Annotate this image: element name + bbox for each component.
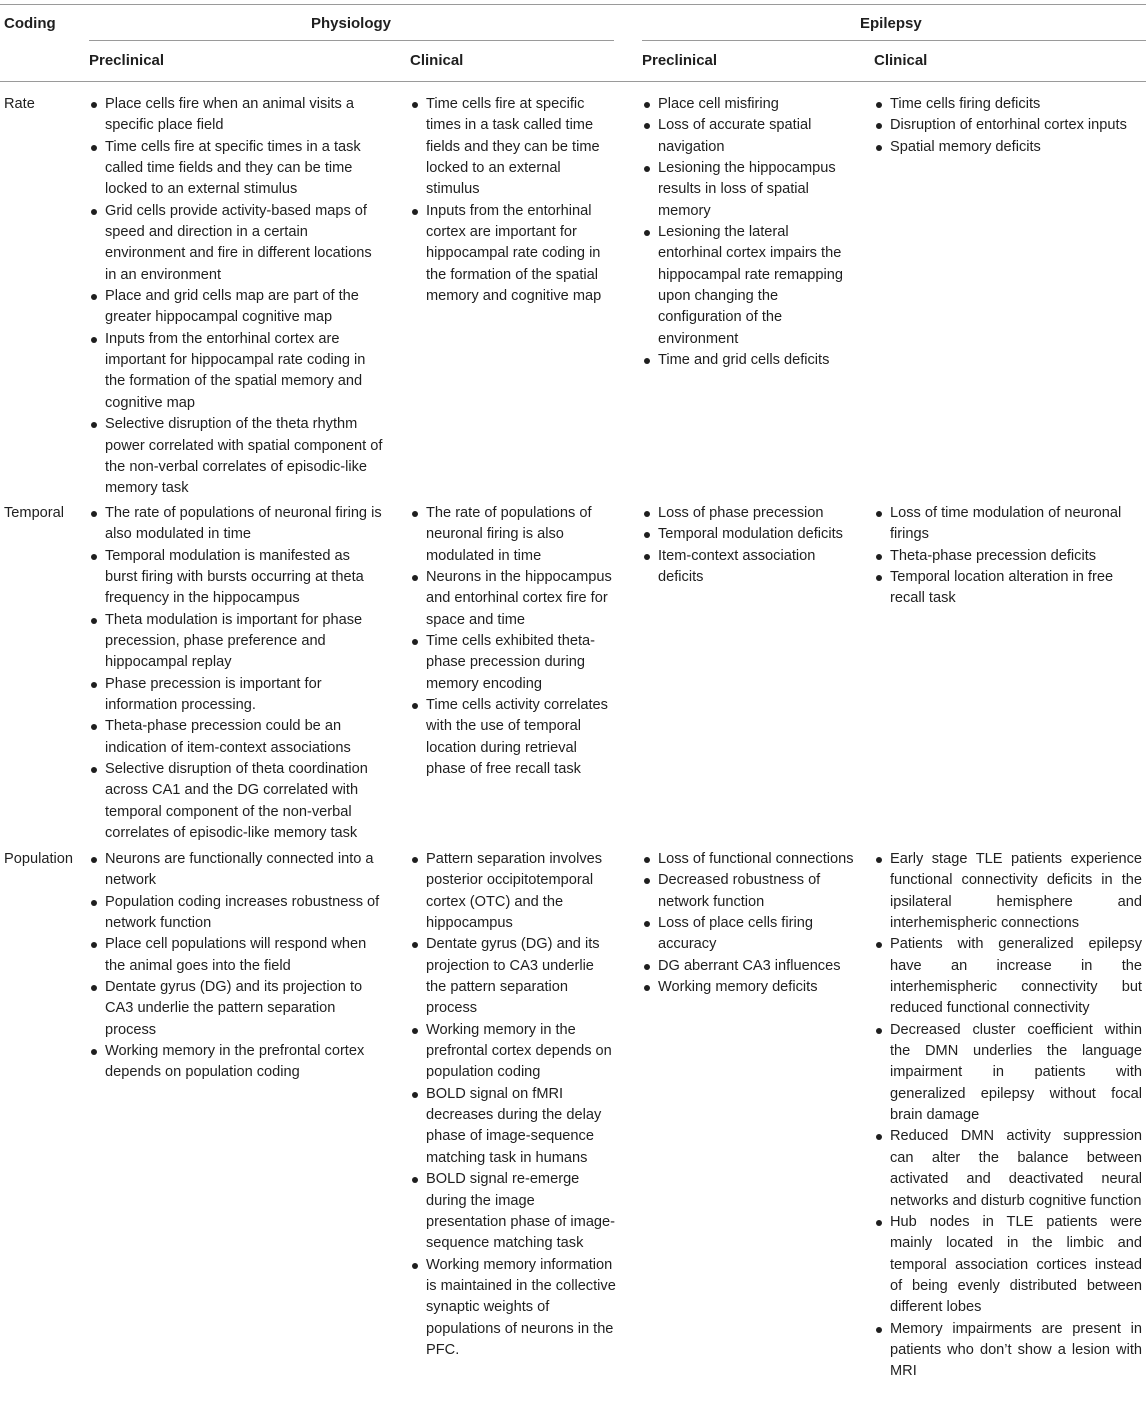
list-item: Lesioning the hippocampus results in loss of spatial memory [642,158,850,222]
phys-clinical-header: Clinical [410,52,464,69]
list-item: Reduced DMN activity suppression can alter the balance between activated and deactivated neural networks and disturb cognitive function [874,1126,1142,1211]
list-item: Dentate gyrus (DG) and its projection to CA3 underlie the pattern separation process [410,934,618,1019]
list-item: Time cells exhibited theta-phase precession during memory encoding [410,631,618,695]
list-item: Loss of phase precession [642,503,850,524]
list-item: Temporal modulation is manifested as burst firing with bursts occurring at theta frequency in the hippocampus [89,546,385,610]
rate-phys-preclinical-list [89,94,385,500]
list-item: Place cells fire when an animal visits a specific place field [89,94,385,137]
list-item: Theta-phase precession could be an indication of item-context associations [89,716,385,759]
physiology-rule [89,40,614,41]
list-item: Theta modulation is important for phase precession, phase preference and hippocampal replay [89,610,385,674]
list-item: Decreased robustness of network function [642,870,856,913]
list-item: Population coding increases robustness of network function [89,892,385,935]
list-item: Early stage TLE patients experience functional connectivity deficits in the ipsilateral hemisphere and interhemispheric connections [874,849,1142,934]
phys-preclinical-header: Preclinical [89,52,165,69]
temporal-phys-clinical-list [410,503,618,780]
list-item: Selective disruption of theta coordination across CA1 and the DG correlated with temporal component of the non-verbal correlates of episodic-like memory task [89,759,385,844]
header-bottom-rule [0,81,1146,82]
list-item: Lesioning the lateral entorhinal cortex impairs the hippocampal rate remapping upon changing the configuration of the environment [642,222,850,350]
list-item: BOLD signal re-emerge during the image presentation phase of image-sequence matching task [410,1169,618,1254]
population-phys-preclinical-list [89,849,385,1084]
epi-preclinical-header: Preclinical [642,52,718,69]
list-item: Grid cells provide activity-based maps of speed and direction in a certain environment and fire in different locations in an environment [89,201,385,286]
list-item: Spatial memory deficits [874,137,1142,158]
epilepsy-header: Epilepsy [860,15,922,32]
list-item: Temporal modulation deficits [642,524,850,545]
physiology-header: Physiology [311,15,392,32]
list-item: Working memory information is maintained in the collective synaptic weights of populations of neurons in the PFC. [410,1255,618,1362]
top-rule [0,4,1146,5]
row-label-rate: Rate [4,96,35,112]
list-item: The rate of populations of neuronal firing is also modulated in time [410,503,618,567]
list-item: Dentate gyrus (DG) and its projection to CA3 underlie the pattern separation process [89,977,385,1041]
list-item: Loss of accurate spatial navigation [642,115,850,158]
coding-header: Coding [4,15,56,32]
list-item: Time cells activity correlates with the use of temporal location during retrieval phase of free recall task [410,695,618,780]
list-item: The rate of populations of neuronal firing is also modulated in time [89,503,385,546]
list-item: Working memory deficits [642,977,856,998]
list-item: Loss of time modulation of neuronal firings [874,503,1142,546]
list-item: Time cells fire at specific times in a task called time fields and they can be time locked to an external stimulus [89,137,385,201]
list-item: Place and grid cells map are part of the greater hippocampal cognitive map [89,286,385,329]
list-item: BOLD signal on fMRI decreases during the delay phase of image-sequence matching task in humans [410,1084,618,1169]
list-item: Time cells firing deficits [874,94,1142,115]
list-item: Place cell populations will respond when the animal goes into the field [89,934,385,977]
list-item: Inputs from the entorhinal cortex are important for hippocampal rate coding in the formation of the spatial memory and cognitive map [89,329,385,414]
list-item: Working memory in the prefrontal cortex depends on population coding [410,1020,618,1084]
list-item: Decreased cluster coefficient within the DMN underlies the language impairment in patients with generalized epilepsy without focal brain damage [874,1020,1142,1127]
row-label-temporal: Temporal [4,505,65,521]
list-item: Time cells fire at specific times in a task called time fields and they can be time locked to an external stimulus [410,94,618,201]
row-label-population: Population [4,851,73,867]
temporal-epi-preclinical-list [642,503,850,588]
list-item: Item-context association deficits [642,546,850,589]
rate-epi-clinical-list [874,94,1142,158]
list-item: Pattern separation involves posterior occipitotemporal cortex (OTC) and the hippocampus [410,849,618,934]
list-item: Loss of place cells firing accuracy [642,913,856,956]
list-item: Inputs from the entorhinal cortex are important for hippocampal rate coding in the formation of the spatial memory and cognitive map [410,201,618,308]
list-item: Place cell misfiring [642,94,850,115]
rate-phys-clinical-list [410,94,618,307]
list-item: Memory impairments are present in patients who don’t show a lesion with MRI [874,1319,1142,1383]
list-item: Neurons are functionally connected into a network [89,849,385,892]
list-item: Hub nodes in TLE patients were mainly located in the limbic and temporal association cortices instead of being evenly distributed between different lobes [874,1212,1142,1319]
list-item: Temporal location alteration in free recall task [874,567,1142,610]
list-item: Loss of functional connections [642,849,856,870]
temporal-phys-preclinical-list [89,503,385,845]
temporal-epi-clinical-list [874,503,1142,610]
population-epi-preclinical-list [642,849,856,998]
list-item: Working memory in the prefrontal cortex depends on population coding [89,1041,385,1084]
rate-epi-preclinical-list [642,94,850,371]
list-item: Patients with generalized epilepsy have an increase in the interhemispheric connectivity but reduced functional connectivity [874,934,1142,1019]
list-item: Phase precession is important for information processing. [89,674,385,717]
list-item: Selective disruption of the theta rhythm power correlated with spatial component of the non-verbal correlates of episodic-like memory task [89,414,385,499]
list-item: Disruption of entorhinal cortex inputs [874,115,1142,136]
list-item: Time and grid cells deficits [642,350,850,371]
list-item: Neurons in the hippocampus and entorhinal cortex fire for space and time [410,567,618,631]
population-epi-clinical-list [874,849,1142,1383]
epi-clinical-header: Clinical [874,52,928,69]
list-item: DG aberrant CA3 influences [642,956,856,977]
population-phys-clinical-list [410,849,618,1361]
list-item: Theta-phase precession deficits [874,546,1142,567]
epilepsy-rule [642,40,1146,41]
